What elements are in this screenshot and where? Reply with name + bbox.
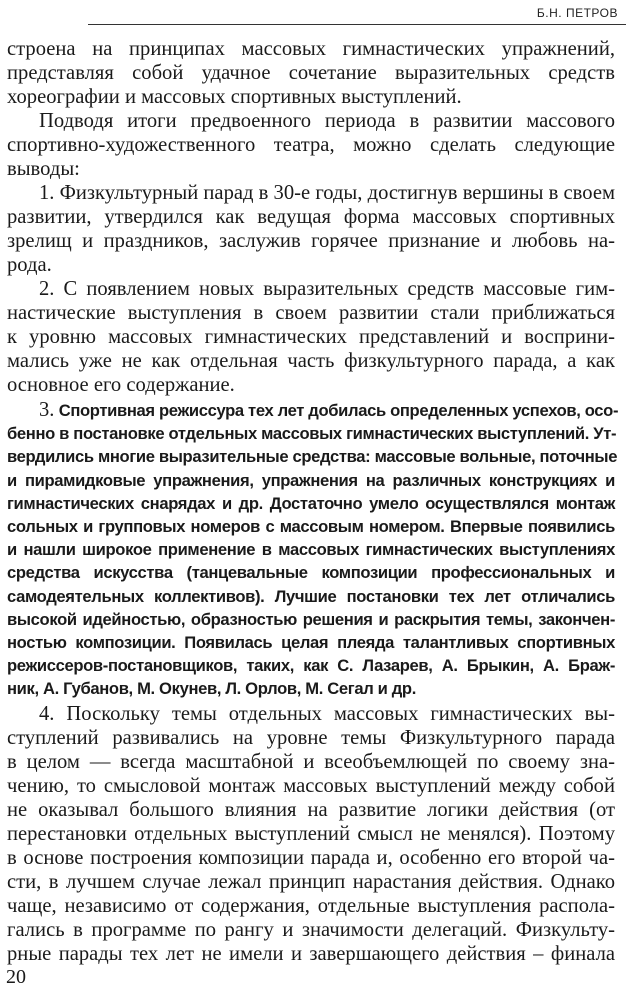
running-header: Б.Н. ПЕТРОВ — [536, 6, 618, 20]
text-line: в целом — всегда масштабной и всеобъемлющей по своему зна- — [7, 751, 615, 774]
text-line: настические выступления в своем развитии стали приближаться — [7, 302, 615, 324]
bold-text-line: бенно в постановке отдельных массовых гимнастических выступлений. Ут- — [7, 424, 617, 444]
bold-text-line: высокой идейностью, образностью решения и раскрытия темы, закончен- — [7, 609, 615, 629]
bold-text-line: и пирамидковые упражнения, упражнения на различных конструкциях и — [7, 470, 615, 490]
text-line: 4. Поскольку темы отдельных массовых гимнастических вы- — [39, 703, 615, 726]
text-line: в основе построения композиции парада и, особенно его второй ча- — [7, 847, 615, 870]
text-line: ступлений развивались на уровне темы Физкультурного парада — [7, 727, 615, 750]
bold-text-line: средства искусства (танцевальные композиции профессиональных и — [7, 563, 615, 583]
bold-line-text: Спортивная режиссура тех лет добилась определенных успехов, осо- — [58, 401, 619, 420]
text-line: представляя собой удачное сочетание выразительных средств — [7, 62, 615, 84]
text-line: 2. С появлением новых выразительных средств массовые гим- — [39, 278, 615, 300]
text-line: Подводя итоги предвоенного периода в развитии массового — [39, 110, 615, 132]
text-line: к уровню массовых гимнастических представлений и восприни- — [7, 326, 615, 348]
bold-text-line: вердились многие выразительные средства: массовые вольные, поточные — [7, 447, 618, 467]
header-rule — [88, 24, 626, 25]
text-line: 1. Физкультурный парад в 30-е годы, достигнув вершины в своем — [39, 182, 615, 204]
text-line: перестановки отдельных выступлений смысл не менялся). Поэтому — [7, 823, 615, 846]
bold-text-line: сольных и групповых номеров с массовым номером. Впервые появились — [7, 516, 615, 536]
body-text — [7, 37, 619, 966]
bold-text-line: и нашли широкое применение в массовых гимнастических выступлениях — [7, 540, 615, 560]
bold-text-line: режиссеров-постановщиков, таких, как С. Лазарев, А. Брыкин, А. Браж- — [7, 656, 615, 676]
text-line: не оказывал большого влияния на развитие логики действия (от — [7, 799, 615, 822]
text-line: хореографии и массовых спортивных выступлений. — [7, 86, 462, 108]
text-line: зрелищ и праздников, заслужив горячее признание и любовь на- — [7, 230, 615, 252]
text-line: рные парады тех лет не имели и завершающего действия – финала — [7, 943, 615, 966]
bold-text-line: ностью композиции. Появилась целая плеяда талантливых спортивных — [7, 632, 615, 652]
text-line: гались в программе по рангу и значимости делегаций. Физкульту- — [7, 919, 615, 942]
bold-text-line — [7, 399, 619, 422]
text-line: чению, то смысловой монтаж массовых выступлений между собой — [7, 775, 615, 798]
text-line: мались уже не как отдельная часть физкультурного парада, а как — [7, 350, 615, 372]
bold-text-line: гимнастических снарядах и др. Достаточно умело осуществлялся монтаж — [7, 493, 615, 513]
text-line: сти, в лучшем случае лежал принцип нарастания действия. Однако — [7, 871, 615, 894]
page-number: 20 — [6, 966, 26, 988]
text-line: рода. — [7, 254, 52, 276]
bold-text-line: самодеятельных коллективов). Лучшие постановки тех лет отличались — [7, 586, 615, 606]
paragraph-number: 3. — [39, 399, 55, 421]
text-line: спортивно-художественного театра, можно сделать следующие — [7, 134, 615, 156]
text-line: строена на принципах массовых гимнастических упражнений, — [7, 38, 615, 60]
text-line: развитии, утвердился как ведущая форма массовых спортивных — [7, 206, 615, 228]
bold-text-line: ник, А. Губанов, М. Окунев, Л. Орлов, М. Сегал и др. — [7, 679, 416, 699]
text-line: основное его содержание. — [7, 374, 235, 396]
text-line: выводы: — [7, 158, 80, 180]
text-line: чаще, независимо от содержания, отдельные выступления распола- — [7, 895, 615, 918]
